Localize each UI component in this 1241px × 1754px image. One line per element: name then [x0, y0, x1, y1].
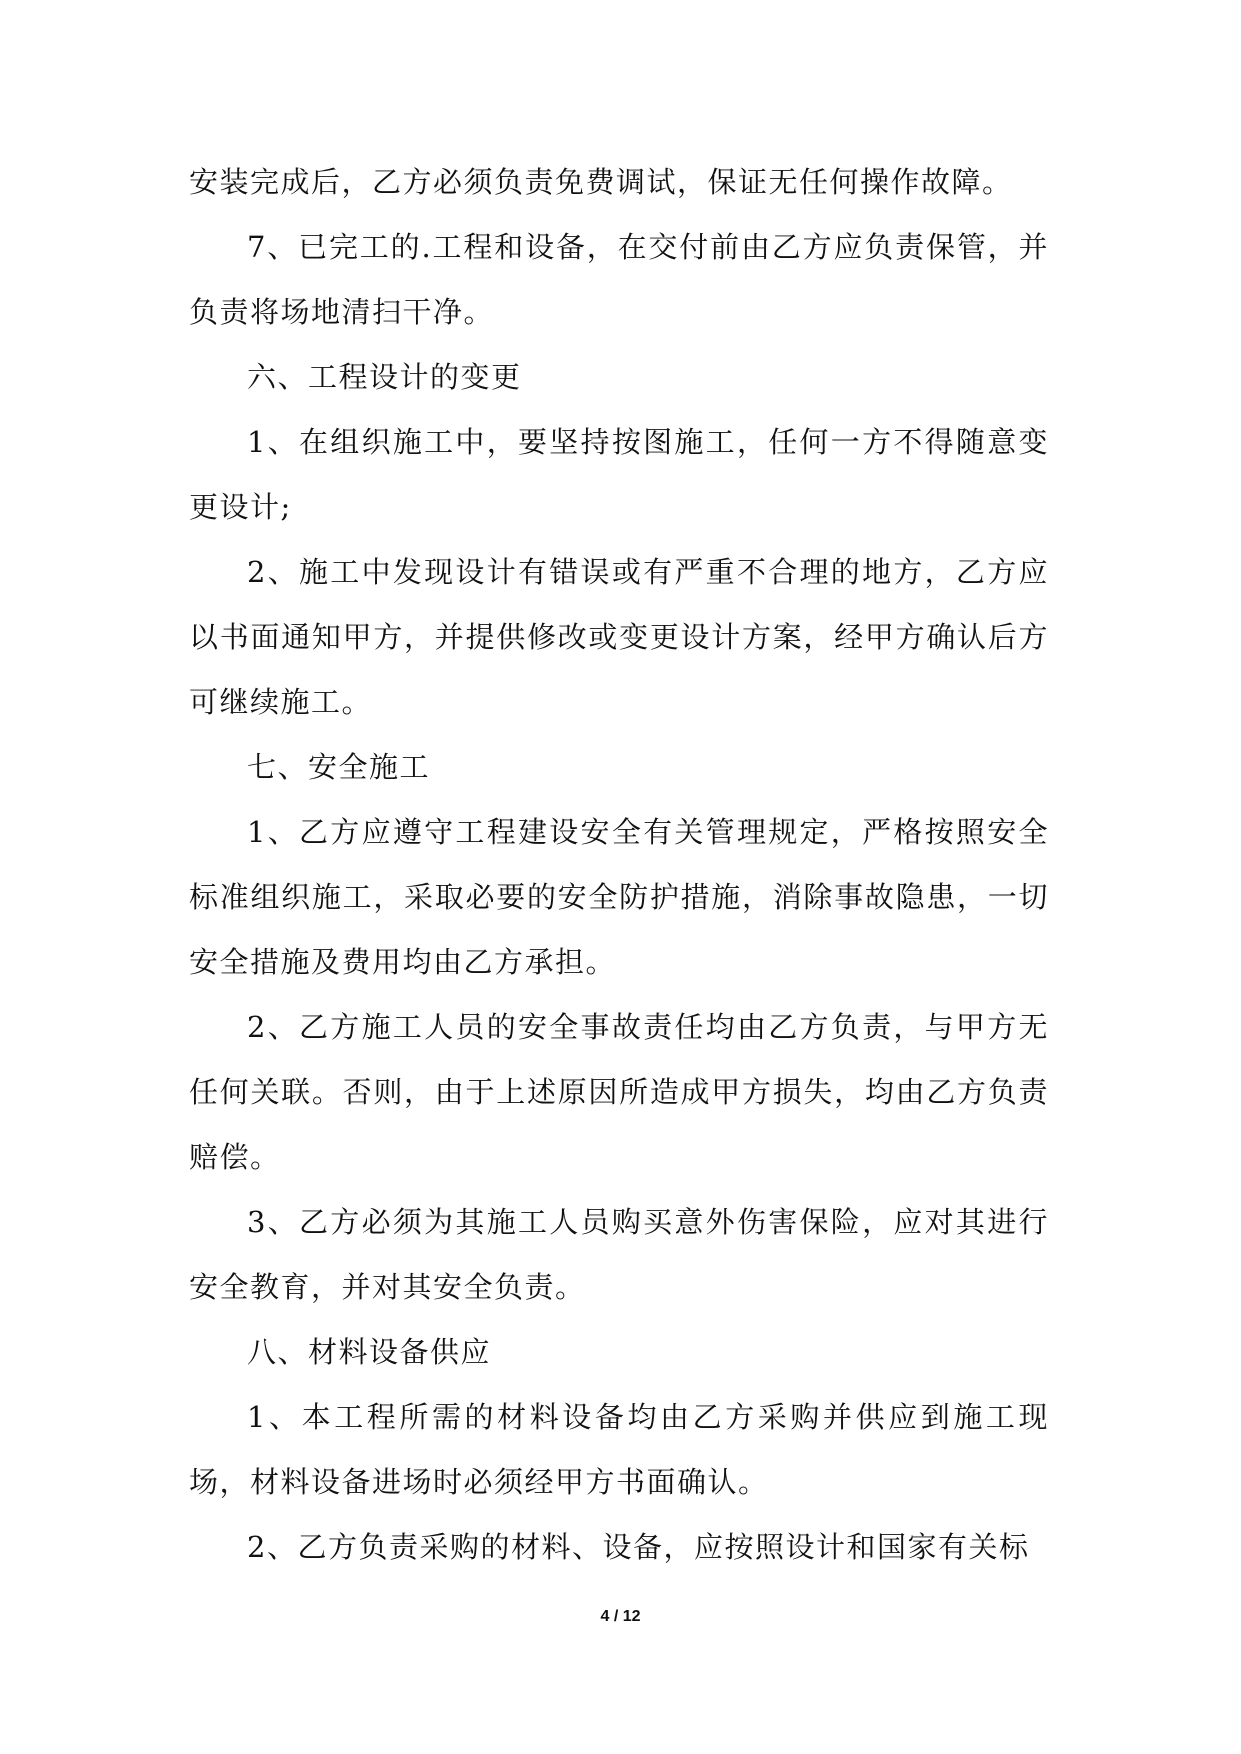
paragraph-5: 2、施工中发现设计有错误或有严重不合理的地方，乙方应以书面通知甲方，并提供修改或变更设计方案，经甲方确认后方可继续施工。 — [189, 555, 1049, 719]
paragraph-7: 1、乙方应遵守工程建设安全有关管理规定，严格按照安全标准组织施工，采取必要的安全防护措施，消除事故隐患，一切安全措施及费用均由乙方承担。 — [189, 815, 1049, 979]
paragraph-9: 3、乙方必须为其施工人员购买意外伤害保险，应对其进行安全教育，并对其安全负责。 — [189, 1205, 1049, 1304]
paragraph-11: 1、本工程所需的材料设备均由乙方采购并供应到施工现场，材料设备进场时必须经甲方书面确认。 — [189, 1400, 1049, 1499]
section-heading-8: 八、材料设备供应 — [247, 1335, 492, 1369]
document-body — [189, 150, 1049, 1580]
paragraph-8: 2、乙方施工人员的安全事故责任均由乙方负责，与甲方无任何关联。否则，由于上述原因所造成甲方损失，均由乙方负责赔偿。 — [189, 1010, 1049, 1174]
section-heading-7: 七、安全施工 — [247, 750, 431, 784]
paragraph-2: 7、已完工的.工程和设备，在交付前由乙方应负责保管，并负责将场地清扫干净。 — [189, 230, 1049, 329]
paragraph-4: 1、在组织施工中，要坚持按图施工，任何一方不得随意变更设计; — [189, 425, 1049, 524]
section-heading-6: 六、工程设计的变更 — [247, 360, 522, 394]
page-number: 4 / 12 — [600, 1608, 641, 1625]
paragraph-1: 安装完成后，乙方必须负责免费调试，保证无任何操作故障。 — [189, 165, 1013, 199]
paragraph-12: 2、乙方负责采购的材料、设备，应按照设计和国家有关标 — [247, 1530, 1030, 1564]
